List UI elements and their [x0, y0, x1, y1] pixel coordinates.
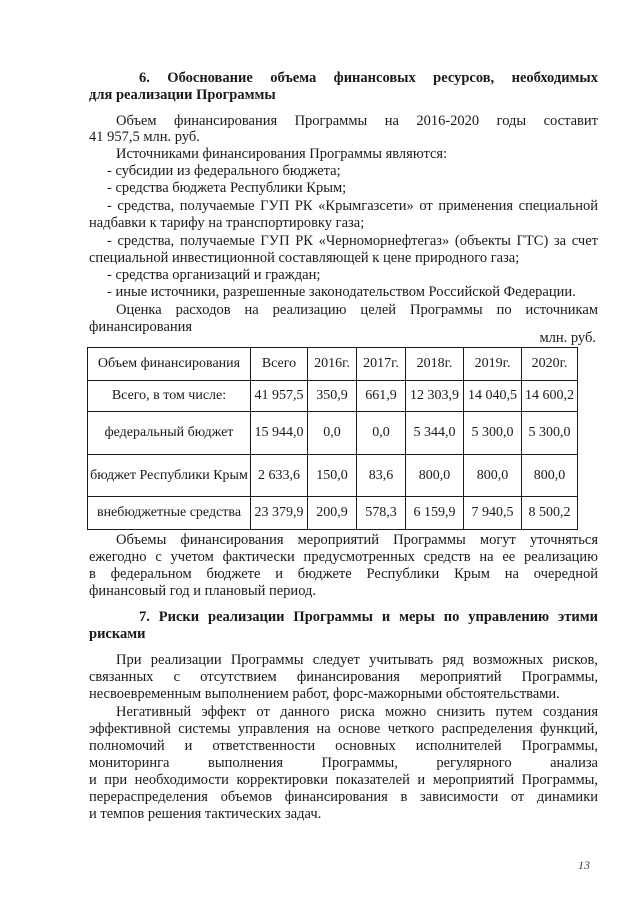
table-row [88, 412, 578, 455]
table-cell: 5 344,0 [406, 412, 464, 455]
after-table-line2: ежегодно с учетом фактически предусмотренных средств на ее реализацию [89, 549, 598, 565]
section7-p2-line4: мониторинга выполнения Программы, регулярного анализа [89, 755, 598, 771]
table-cell: 12 303,9 [406, 381, 464, 412]
section7-p2-line5: и при необходимости корректировки показателей и мероприятий Программы, [89, 772, 598, 788]
table-cell: 578,3 [357, 497, 406, 530]
table-cell: 0,0 [308, 412, 357, 455]
source-item-5: - средства организаций и граждан; [107, 267, 321, 283]
header-cell: 2020г. [522, 348, 578, 381]
table-cell: 800,0 [406, 455, 464, 497]
source-item-1: - субсидии из федерального бюджета; [107, 163, 341, 179]
header-cell: 2017г. [357, 348, 406, 381]
section6-heading-line1: 6. Обоснование объема финансовых ресурсов, необходимых [139, 70, 598, 86]
source-item-3-line1: - средства, получаемые ГУП РК «Крымгазсети» от применения специальной [107, 198, 598, 214]
sources-intro: Источниками финансирования Программы являются: [116, 146, 448, 162]
table-row [88, 455, 578, 497]
section7-p2-line1: Негативный эффект от данного риска можно снизить путем создания [116, 704, 598, 720]
source-item-2: - средства бюджета Республики Крым; [107, 180, 347, 196]
unit-label: млн. руб. [539, 330, 596, 346]
section6-p1-line2: 41 957,5 млн. руб. [89, 129, 200, 145]
table-cell: внебюджетные средства [88, 497, 251, 530]
section6-heading-line2: для реализации Программы [89, 87, 276, 103]
table-header-row [88, 348, 578, 381]
table-cell: 23 379,9 [251, 497, 308, 530]
table-cell: бюджет Республики Крым [88, 455, 251, 497]
table-cell: 200,9 [308, 497, 357, 530]
after-table-line1: Объемы финансирования мероприятий Программы могут уточняться [116, 532, 598, 548]
source-item-3-line2: надбавки к тарифу на транспортировку газа; [89, 215, 365, 231]
section6-p1-line1: Объем финансирования Программы на 2016-2020 годы составит [116, 113, 598, 129]
financing-table [87, 347, 578, 530]
section7-p1-line2: связанных с отсутствием финансирования мероприятий Программы, [89, 669, 598, 685]
table-cell: 14 040,5 [464, 381, 522, 412]
header-cell: 2019г. [464, 348, 522, 381]
estimate-line1: Оценка расходов на реализацию целей Программы по источникам [116, 302, 598, 318]
section7-p2-line6: перераспределения объемов финансирования в зависимости от динамики [89, 789, 598, 805]
table-cell: 2 633,6 [251, 455, 308, 497]
source-item-4-line1: - средства, получаемые ГУП РК «Черноморнефтегаз» (объекты ГТС) за счет [107, 233, 598, 249]
table-cell: 800,0 [464, 455, 522, 497]
after-table-line3: в федеральном бюджете и бюджете Республики Крым на очередной [89, 566, 598, 582]
table-cell: 7 940,5 [464, 497, 522, 530]
header-cell: 2016г. [308, 348, 357, 381]
section7-heading-line1: 7. Риски реализации Программы и меры по управлению этими [139, 609, 598, 625]
table-row [88, 381, 578, 412]
table-cell: 5 300,0 [522, 412, 578, 455]
header-cell: Всего [251, 348, 308, 381]
table-cell: 8 500,2 [522, 497, 578, 530]
estimate-line2: финансирования [89, 319, 193, 335]
section7-p2-line3: полномочий и ответственности основных исполнителей Программы, [89, 738, 598, 754]
table-cell: 661,9 [357, 381, 406, 412]
table-cell: Всего, в том числе: [88, 381, 251, 412]
header-cell: Объем финансирования [88, 348, 251, 381]
table-cell: 15 944,0 [251, 412, 308, 455]
table-cell: 83,6 [357, 455, 406, 497]
section7-p1-line3: несвоевременным выполнением работ, форс-мажорными обстоятельствами. [89, 686, 560, 702]
section7-p1-line1: При реализации Программы следует учитывать ряд возможных рисков, [116, 652, 598, 668]
page-number: 13 [578, 858, 590, 872]
table-cell: 150,0 [308, 455, 357, 497]
table-cell: федеральный бюджет [88, 412, 251, 455]
table-cell: 6 159,9 [406, 497, 464, 530]
table-cell: 41 957,5 [251, 381, 308, 412]
header-cell: 2018г. [406, 348, 464, 381]
source-item-4-line2: специальной инвестиционной составляющей к цене природного газа; [89, 250, 520, 266]
section7-p2-line7: и темпов решения тактических задач. [89, 806, 322, 822]
table-cell: 0,0 [357, 412, 406, 455]
table-cell: 5 300,0 [464, 412, 522, 455]
section7-heading-line2: рисками [89, 626, 146, 642]
table-cell: 800,0 [522, 455, 578, 497]
table-cell: 350,9 [308, 381, 357, 412]
after-table-line4: финансовый год и плановый период. [89, 583, 317, 599]
source-item-6: - иные источники, разрешенные законодательством Российской Федерации. [107, 284, 576, 300]
section7-p2-line2: эффективной системы управления на основе четкого распределения функций, [89, 721, 598, 737]
table-row [88, 497, 578, 530]
table-cell: 14 600,2 [522, 381, 578, 412]
